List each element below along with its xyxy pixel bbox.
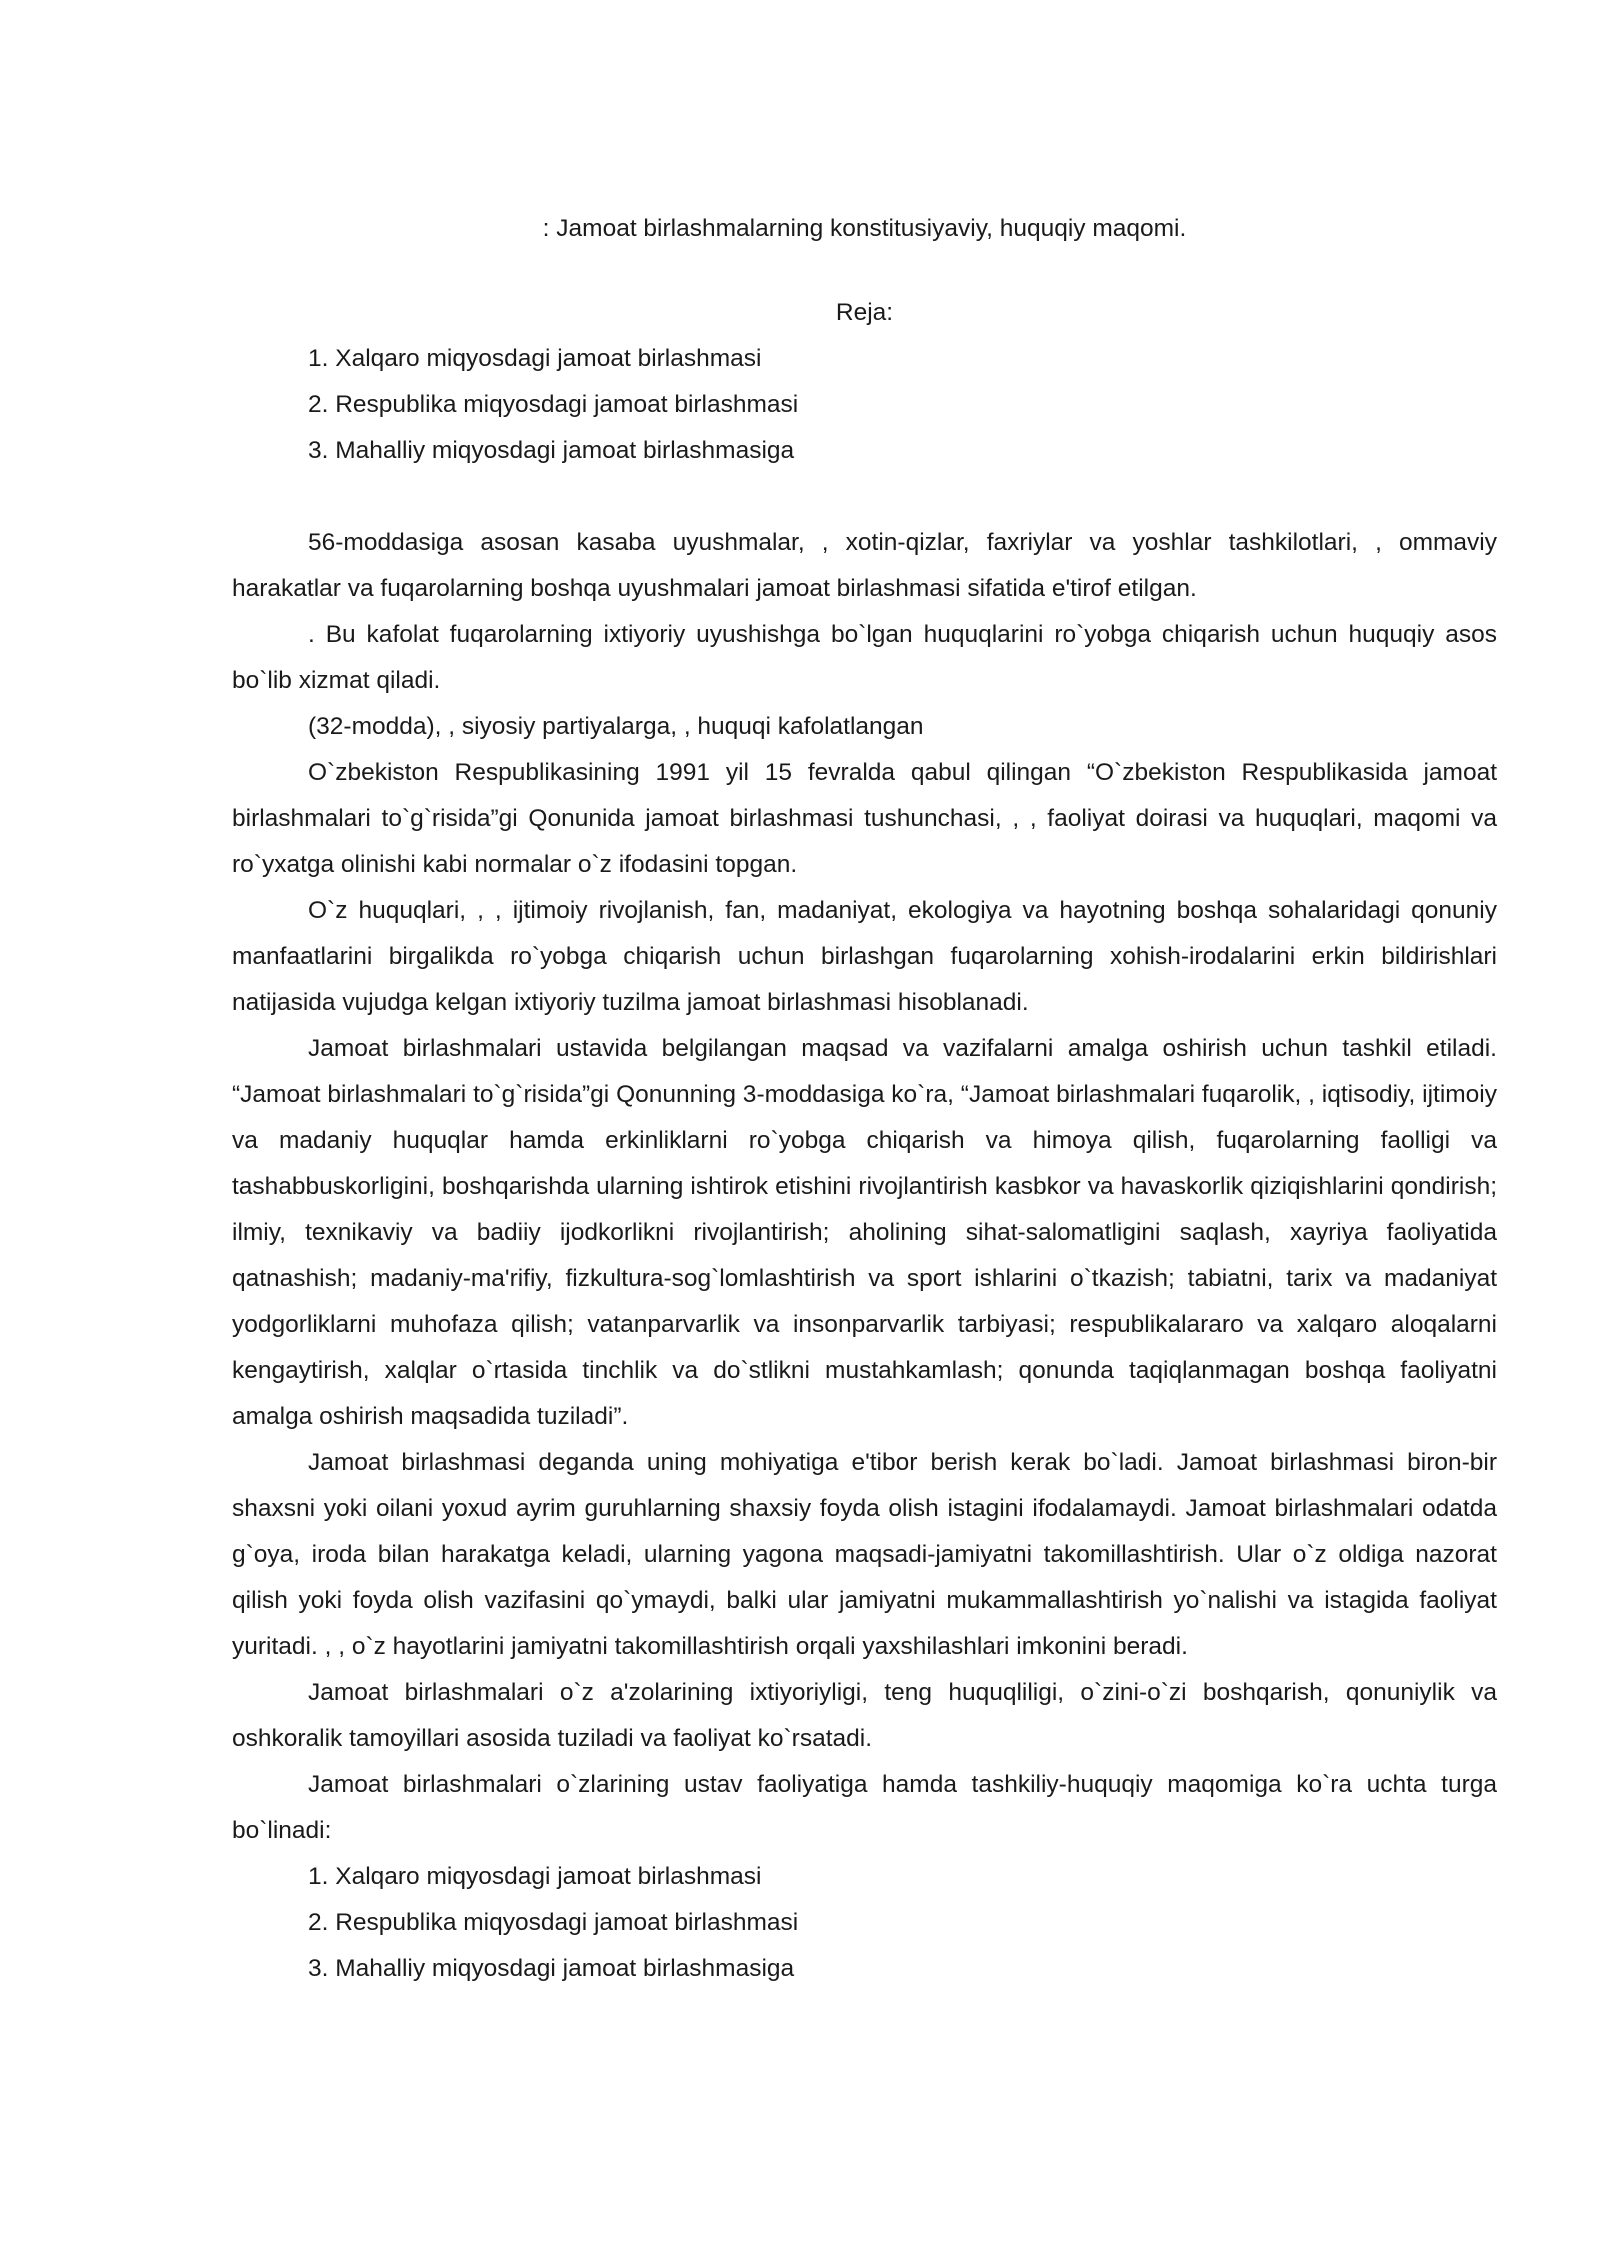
plan-list bbox=[232, 336, 1497, 474]
types-list-item: 2. Respublika miqyosdagi jamoat birlashmasi bbox=[308, 1909, 799, 1936]
plan-item: 1. Xalqaro miqyosdagi jamoat birlashmasi bbox=[308, 345, 762, 372]
types-list-item: 1. Xalqaro miqyosdagi jamoat birlashmasi bbox=[308, 1863, 762, 1890]
paragraph: Jamoat birlashmasi deganda uning mohiyatiga e'tibor berish kerak bo`ladi. Jamoat birlashmasi biron-bir shaxsni yoki oilani yoxud ayrim guruhlarning shaxsiy foyda olish istagini ifodalamaydi. Jamoat birlashmalari odatda g`oya, iroda bilan harakatga keladi, ularning yagona maqsadi-jamiyatni takomillashtirish. Ular o`z oldiga nazorat qilish yoki foyda olish vazifasini qo`ymaydi, balki ular jamiyatni mukammallashtirish yo`nalishi va istagida faoliyat yuritadi. , , o`z hayotlarini jamiyatni takomillashtirish orqali yaxshilashlari imkonini beradi. bbox=[232, 1449, 1497, 1660]
paragraph: Jamoat birlashmalari o`z a'zolarining ixtiyoriyligi, teng huquqliligi, o`zini-o`zi boshqarish, qonuniylik va oshkoralik tamoyillari asosida tuziladi va faoliyat ko`rsatadi. bbox=[232, 1679, 1497, 1752]
plan-heading: Reja: bbox=[835, 299, 894, 326]
plan-item: 3. Mahalliy miqyosdagi jamoat birlashmasiga bbox=[308, 437, 795, 464]
paragraph: O`z huquqlari, , , ijtimoiy rivojlanish, fan, madaniyat, ekologiya va hayotning boshqa sohalaridagi qonuniy manfaatlarini birgalikda ro`yobga chiqarish uchun birlashgan fuqarolarning xohish-irodalarini erkin bildirishlari natijasida vujudga kelgan ixtiyoriy tuzilma jamoat birlashmasi hisoblanadi. bbox=[232, 897, 1497, 1016]
paragraph: 56-moddasiga asosan kasaba uyushmalar, , xotin-qizlar, faxriylar va yoshlar tashkilotlari, , ommaviy harakatlar va fuqarolarning boshqa uyushmalari jamoat birlashmasi sifatida e'tirof etilgan. bbox=[232, 529, 1497, 602]
paragraph: Jamoat birlashmalari ustavida belgilangan maqsad va vazifalarni amalga oshirish uchun tashkil etiladi. “Jamoat birlashmalari to`g`risida”gi Qonunning 3-moddasiga ko`ra, “Jamoat birlashmalari fuqarolik, , iqtisodiy, ijtimoiy va madaniy huquqlar hamda erkinliklarni ro`yobga chiqarish va himoya qilish, fuqarolarning faolligi va tashabbuskorligini, boshqarishda ularning ishtirok etishini rivojlantirish kasbkor va havaskorlik qiziqishlarini qondirish; ilmiy, texnikaviy va badiiy ijodkorlikni rivojlantirish; aholining sihat-salomatligini saqlash, xayriya faoliyatida qatnashish; madaniy-ma'rifiy, fizkultura-sog`lomlashtirish va sport ishlarini o`tkazish; tabiatni, tarix va madaniyat yodgorliklarni muhofaza qilish; vatanparvarlik va insonparvarlik tarbiyasi; respublikalararo va xalqaro aloqalarni kengaytirish, xalqlar o`rtasida tinchlik va do`stlikni mustahkamlash; qonunda taqiqlanmagan boshqa faoliyatni amalga oshirish maqsadida tuziladi”. bbox=[232, 1035, 1497, 1430]
paragraph: . Bu kafolat fuqarolarning ixtiyoriy uyushishga bo`lgan huquqlarini ro`yobga chiqarish uchun huquqiy asos bo`lib xizmat qiladi. bbox=[232, 621, 1497, 694]
types-list-item: 3. Mahalliy miqyosdagi jamoat birlashmasiga bbox=[308, 1955, 795, 1982]
document-title: : Jamoat birlashmalarning konstitusiyaviy, huquqiy maqomi. bbox=[542, 215, 1187, 242]
paragraph: (32-modda), , siyosiy partiyalarga, , huquqi kafolatlangan bbox=[308, 713, 924, 740]
paragraph: Jamoat birlashmalari o`zlarining ustav faoliyatiga hamda tashkiliy-huquqiy maqomiga ko`ra uchta turga bo`linadi: bbox=[232, 1771, 1497, 1844]
document-body bbox=[232, 206, 1497, 1992]
plan-item: 2. Respublika miqyosdagi jamoat birlashmasi bbox=[308, 391, 799, 418]
paragraph: O`zbekiston Respublikasining 1991 yil 15 fevralda qabul qilingan “O`zbekiston Respublikasida jamoat birlashmalari to`g`risida”gi Qonunida jamoat birlashmasi tushunchasi, , , faoliyat doirasi va huquqlari, maqomi va ro`yxatga olinishi kabi normalar o`z ifodasini topgan. bbox=[232, 759, 1497, 878]
types-list bbox=[232, 1854, 1497, 1992]
